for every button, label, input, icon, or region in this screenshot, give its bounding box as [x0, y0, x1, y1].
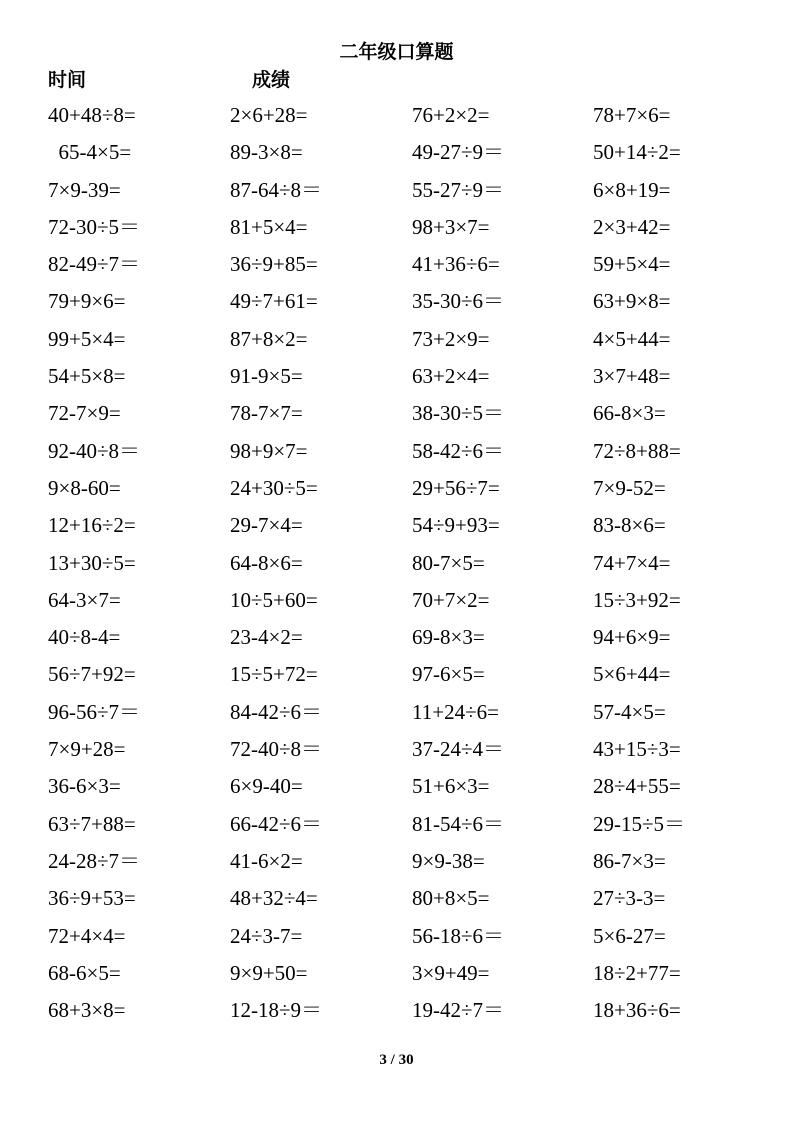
problem-item: 70+7×2= [412, 587, 490, 612]
problem-row [48, 134, 748, 171]
problem-item: 35-30÷6＝ [412, 289, 505, 314]
problem-item: 55-27÷9＝ [412, 177, 505, 202]
problem-item: 68-6×5= [48, 960, 121, 985]
problem-item: 72-40÷8＝ [230, 737, 323, 762]
problem-item: 87+8×2= [230, 326, 308, 351]
problem-item: 3×9+49= [412, 960, 490, 985]
problem-item: 40÷8-4= [48, 625, 121, 650]
problem-item: 72-7×9= [48, 401, 121, 426]
problem-item: 89-3×8= [230, 140, 303, 165]
problem-row [48, 694, 748, 731]
problem-item: 7×9+28= [48, 737, 126, 762]
problem-item: 64-3×7= [48, 587, 121, 612]
problem-item: 66-8×3= [593, 401, 666, 426]
problem-item: 7×9-39= [48, 177, 121, 202]
problem-item: 69-8×3= [412, 625, 485, 650]
problem-item: 13+30÷5= [48, 550, 136, 575]
problem-row [48, 358, 748, 395]
problem-row [48, 880, 748, 917]
problem-item: 2×3+42= [593, 214, 671, 239]
problem-item: 54÷9+93= [412, 513, 500, 538]
problem-item: 51+6×3= [412, 774, 490, 799]
problem-item: 80+8×5= [412, 886, 490, 911]
problem-row [48, 619, 748, 656]
problem-row [48, 209, 748, 246]
problem-item: 6×9-40= [230, 774, 303, 799]
problem-item: 80-7×5= [412, 550, 485, 575]
problem-row [48, 470, 748, 507]
time-label: 时间 [48, 69, 87, 91]
problem-row [48, 97, 748, 134]
problem-item: 11+24÷6= [412, 699, 499, 724]
problem-item: 23-4×2= [230, 625, 303, 650]
problem-row [48, 395, 748, 432]
problem-item: 81+5×4= [230, 214, 308, 239]
problem-row [48, 955, 748, 992]
problem-item: 49-27÷9＝ [412, 140, 505, 165]
problem-item: 29-15÷5＝ [593, 811, 686, 836]
problem-item: 40+48÷8= [48, 103, 136, 127]
problem-item: 48+32÷4= [230, 886, 318, 911]
problem-item: 43+15÷3= [593, 737, 681, 762]
problem-item: 6×8+19= [593, 177, 671, 202]
problem-item: 18÷2+77= [593, 960, 681, 985]
problem-row [48, 843, 748, 880]
problem-item: 72+4×4= [48, 923, 126, 948]
problem-row [48, 768, 748, 805]
problem-item: 57-4×5= [593, 699, 666, 724]
problem-item: 63+2×4= [412, 364, 490, 389]
problem-item: 87-64÷8＝ [230, 177, 323, 202]
problem-item: 41-6×2= [230, 848, 303, 873]
problem-item: 94+6×9= [593, 625, 671, 650]
problem-item: 15÷5+72= [230, 662, 318, 687]
problem-item: 73+2×9= [412, 326, 490, 351]
problem-item: 36-6×3= [48, 774, 121, 799]
problem-row [48, 731, 748, 768]
problem-item: 78-7×7= [230, 401, 303, 426]
problem-item: 63÷7+88= [48, 811, 136, 836]
problem-item: 96-56÷7＝ [48, 699, 141, 724]
problem-item: 9×8-60= [48, 475, 121, 500]
problem-item: 15÷3+92= [593, 587, 681, 612]
problem-item: 82-49÷7＝ [48, 252, 141, 277]
problem-item: 41+36÷6= [412, 252, 500, 277]
problem-item: 2×6+28= [230, 103, 308, 127]
problem-item: 18+36÷6= [593, 998, 681, 1023]
problem-item: 66-42÷6＝ [230, 811, 323, 836]
problem-item: 12+16÷2= [48, 513, 136, 538]
problem-item: 74+7×4= [593, 550, 671, 575]
problem-item: 27÷3-3= [593, 886, 666, 911]
problem-item: 7×9-52= [593, 475, 666, 500]
problem-row [48, 283, 748, 320]
problem-row [48, 545, 748, 582]
problem-item: 36÷9+85= [230, 252, 318, 277]
problem-row [48, 507, 748, 544]
problem-item: 97-6×5= [412, 662, 485, 687]
problem-item: 29-7×4= [230, 513, 303, 538]
problem-row [48, 433, 748, 470]
problem-row [48, 918, 748, 955]
problem-item: 99+5×4= [48, 326, 126, 351]
problem-item: 91-9×5= [230, 364, 303, 389]
problem-item: 9×9-38= [412, 848, 485, 873]
problem-item: 37-24÷4＝ [412, 737, 505, 762]
problem-item: 65-4×5= [48, 140, 132, 165]
problem-item: 24-28÷7＝ [48, 848, 141, 873]
problem-item: 49÷7+61= [230, 289, 318, 314]
problem-item: 81-54÷6＝ [412, 811, 505, 836]
problem-item: 24+30÷5= [230, 475, 318, 500]
problem-row [48, 321, 748, 358]
problem-item: 3×7+48= [593, 364, 671, 389]
problem-item: 36÷9+53= [48, 886, 136, 911]
problem-item: 38-30÷5＝ [412, 401, 505, 426]
problem-item: 56-18÷6＝ [412, 923, 505, 948]
problem-row [48, 582, 748, 619]
problem-item: 54+5×8= [48, 364, 126, 389]
problem-item: 4×5+44= [593, 326, 671, 351]
problem-item: 64-8×6= [230, 550, 303, 575]
problem-item: 50+14÷2= [593, 140, 681, 165]
problem-item: 78+7×6= [593, 103, 671, 127]
problem-item: 28÷4+55= [593, 774, 681, 799]
problem-row [48, 806, 748, 843]
problem-item: 5×6+44= [593, 662, 671, 687]
problem-item: 72÷8+88= [593, 438, 681, 463]
problem-item: 9×9+50= [230, 960, 308, 985]
page-title: 二年级口算题 [339, 41, 454, 63]
problem-item: 72-30÷5＝ [48, 214, 141, 239]
problem-item: 12-18÷9＝ [230, 998, 323, 1023]
problem-row [48, 246, 748, 283]
problem-item: 76+2×2= [412, 103, 490, 127]
problem-item: 5×6-27= [593, 923, 666, 948]
problem-item: 83-8×6= [593, 513, 666, 538]
problem-item: 63+9×8= [593, 289, 671, 314]
problem-item: 59+5×4= [593, 252, 671, 277]
problem-row [48, 992, 748, 1029]
problem-item: 56÷7+92= [48, 662, 136, 687]
problem-item: 68+3×8= [48, 998, 126, 1023]
problem-item: 24÷3-7= [230, 923, 303, 948]
problem-item: 92-40÷8＝ [48, 438, 141, 463]
problem-item: 19-42÷7＝ [412, 998, 505, 1023]
problem-item: 84-42÷6＝ [230, 699, 323, 724]
problem-grid [48, 97, 748, 1029]
problem-row [48, 656, 748, 693]
page-number: 3 / 30 [379, 1052, 414, 1068]
problem-item: 98+9×7= [230, 438, 308, 463]
problem-item: 58-42÷6＝ [412, 438, 505, 463]
problem-item: 86-7×3= [593, 848, 666, 873]
problem-item: 10÷5+60= [230, 587, 318, 612]
problem-item: 79+9×6= [48, 289, 126, 314]
problem-row [48, 172, 748, 209]
problem-item: 29+56÷7= [412, 475, 500, 500]
problem-item: 98+3×7= [412, 214, 490, 239]
score-label: 成绩 [252, 69, 291, 91]
